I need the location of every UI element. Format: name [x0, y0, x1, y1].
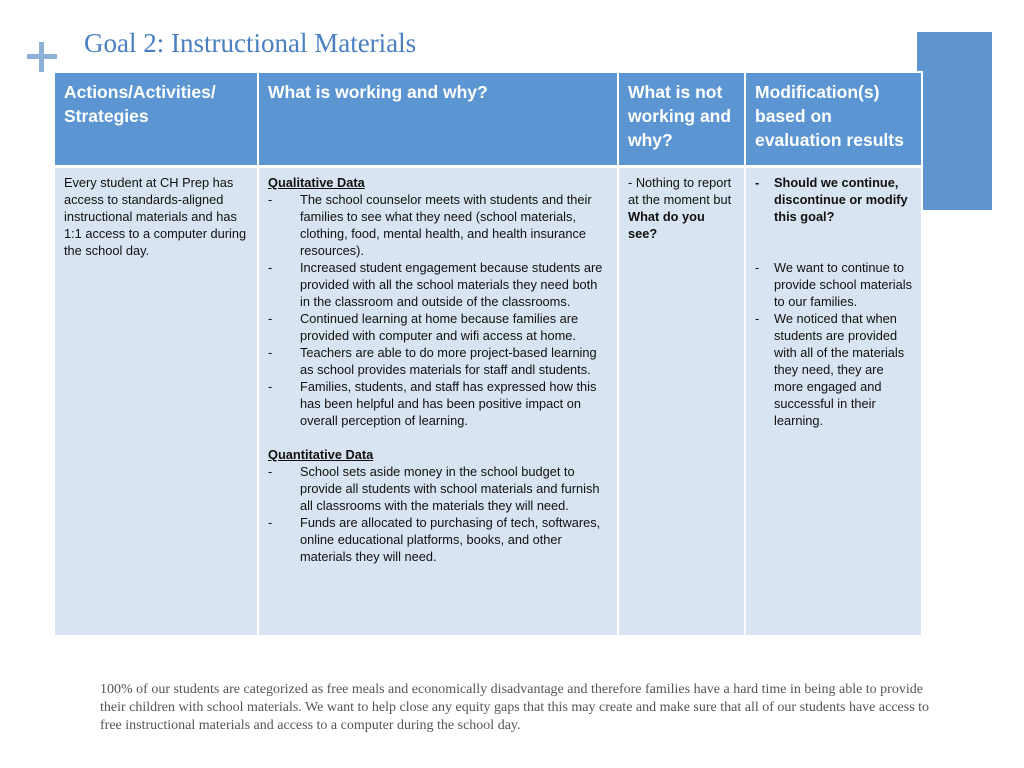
not-working-text: - Nothing to report at the moment but [628, 174, 732, 207]
list-item: - Families, students, and staff has expressed how this has been helpful and has been positive impact on overall perception of learning. [268, 378, 608, 429]
modifications-list [755, 259, 912, 429]
list-item: - Teachers are able to do more project-based learning as school provides materials for staff andl students. [268, 344, 608, 378]
qualitative-list [268, 191, 608, 429]
actions-cell: Every student at CH Prep has access to standards-aligned instructional materials and has 1:1 access to a computer during the school day. [54, 166, 258, 636]
quantitative-list [268, 463, 608, 565]
body-row [54, 166, 922, 636]
list-item: - Funds are allocated to purchasing of tech, softwares, online educational platforms, books, and other materials they will need. [268, 514, 608, 565]
qualitative-title: Qualitative Data [268, 174, 365, 190]
not-working-cell [618, 166, 745, 636]
slide-title: Goal 2: Instructional Materials [84, 28, 417, 58]
working-cell [258, 166, 618, 636]
list-item: - Increased student engagement because students are provided with all the school materials they need both in the classroom and outside of the classrooms. [268, 259, 608, 310]
list-item: - The school counselor meets with students and their families to see what they need (school materials, clothing, food, mental health, and health insurance resources). [268, 191, 608, 259]
accent-bar [917, 32, 992, 210]
list-item: - Continued learning at home because families are provided with computer and wifi access at home. [268, 310, 608, 344]
footer-note: 100% of our students are categorized as free meals and economically disadvantage and therefore families have a hard time in being able to provide their children with school materials. We want to help close any equity gaps that this may create and make sure that all of our students have access to free instructional materials and access to a computer during the school day. [100, 682, 930, 733]
modifications-question: - Should we continue, discontinue or modify this goal? [755, 174, 912, 225]
header-modifications: Modification(s) based on evaluation results [745, 72, 922, 166]
list-item: - We want to continue to provide school materials to our families. [755, 259, 912, 310]
list-item: - School sets aside money in the school budget to provide all students with school materials and furnish all classrooms with the materials they will need. [268, 463, 608, 514]
header-actions: Actions/Activities/ Strategies [54, 72, 258, 166]
header-not-working: What is not working and why? [618, 72, 745, 166]
header-working: What is working and why? [258, 72, 618, 166]
modifications-question-list [755, 174, 912, 225]
quantitative-title: Quantitative Data [268, 446, 374, 462]
list-item: - We noticed that when students are provided with all of the materials they need, they are more engaged and successful in their learning. [755, 310, 912, 429]
plus-icon [27, 42, 57, 72]
not-working-question: What do you see? [628, 208, 705, 241]
header-row [54, 72, 922, 166]
modifications-cell [745, 166, 922, 636]
goal-table [53, 71, 923, 637]
